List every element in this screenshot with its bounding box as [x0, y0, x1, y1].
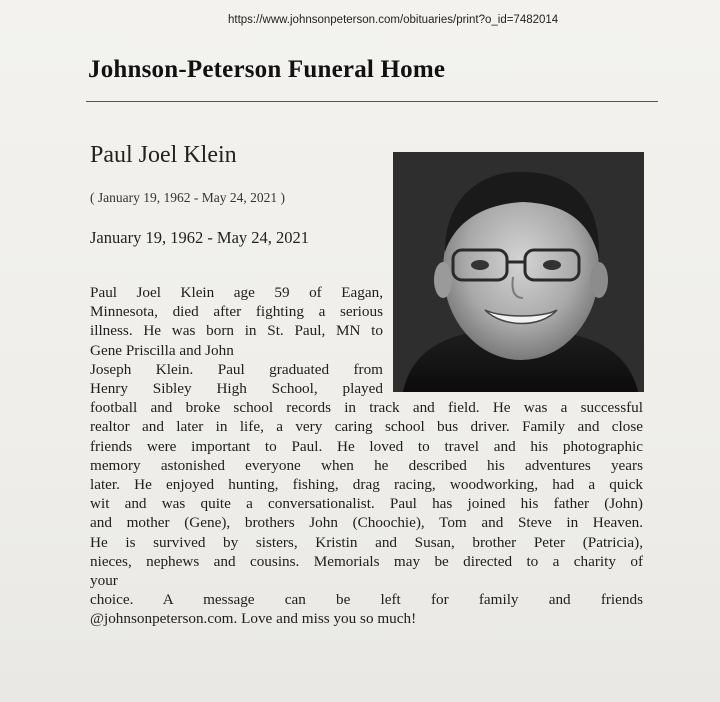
body-line: later. He enjoyed hunting, fishing, drag racing, woodworking, had a quick: [90, 476, 643, 494]
body-line: choice. A message can be left for family and friends: [90, 591, 643, 609]
obituary-body: [90, 283, 643, 629]
body-line: Joseph Klein. Paul graduated from: [90, 360, 383, 378]
title-divider: [86, 101, 658, 102]
body-line: Henry Sibley High School, played: [90, 380, 383, 398]
body-line: Paul Joel Klein age 59 of Eagan,: [90, 284, 383, 301]
body-line: nieces, nephews and cousins. Memorials may be directed to a charity of: [90, 552, 643, 570]
body-line: wit and was quite a conversationalist. Paul has joined his father (John): [90, 495, 643, 513]
page-url[interactable]: https://www.johnsonpeterson.com/obituaries/print?o_id=7482014: [228, 14, 559, 26]
body-line: illness. He was born in St. Paul, MN to: [90, 322, 383, 340]
body-line: Gene Priscilla and John: [90, 341, 234, 359]
body-line: He is survived by sisters, Kristin and Susan, brother Peter (Patricia),: [90, 533, 643, 551]
life-dates-parenthetical: ( January 19, 1962 - May 24, 2021 ): [90, 190, 285, 205]
body-line: realtor and later in life, a very caring school bus driver. Family and close: [90, 418, 643, 436]
site-title: Johnson-Peterson Funeral Home: [88, 56, 446, 83]
life-dates: January 19, 1962 - May 24, 2021: [90, 228, 310, 247]
body-line: friends were important to Paul. He loved to travel and his photographic: [90, 437, 643, 455]
body-line: and mother (Gene), brothers John (Choochie), Tom and Steve in Heaven.: [90, 514, 643, 532]
deceased-name: Paul Joel Klein: [90, 142, 237, 168]
body-line: football and broke school records in track and field. He was a successful: [90, 399, 643, 417]
body-line: your: [90, 572, 118, 590]
body-line: memory astonished everyone when he described his adventures years: [90, 456, 643, 474]
body-line: @johnsonpeterson.com. Love and miss you so much!: [90, 610, 417, 628]
body-line: Minnesota, died after fighting a serious: [90, 303, 383, 321]
